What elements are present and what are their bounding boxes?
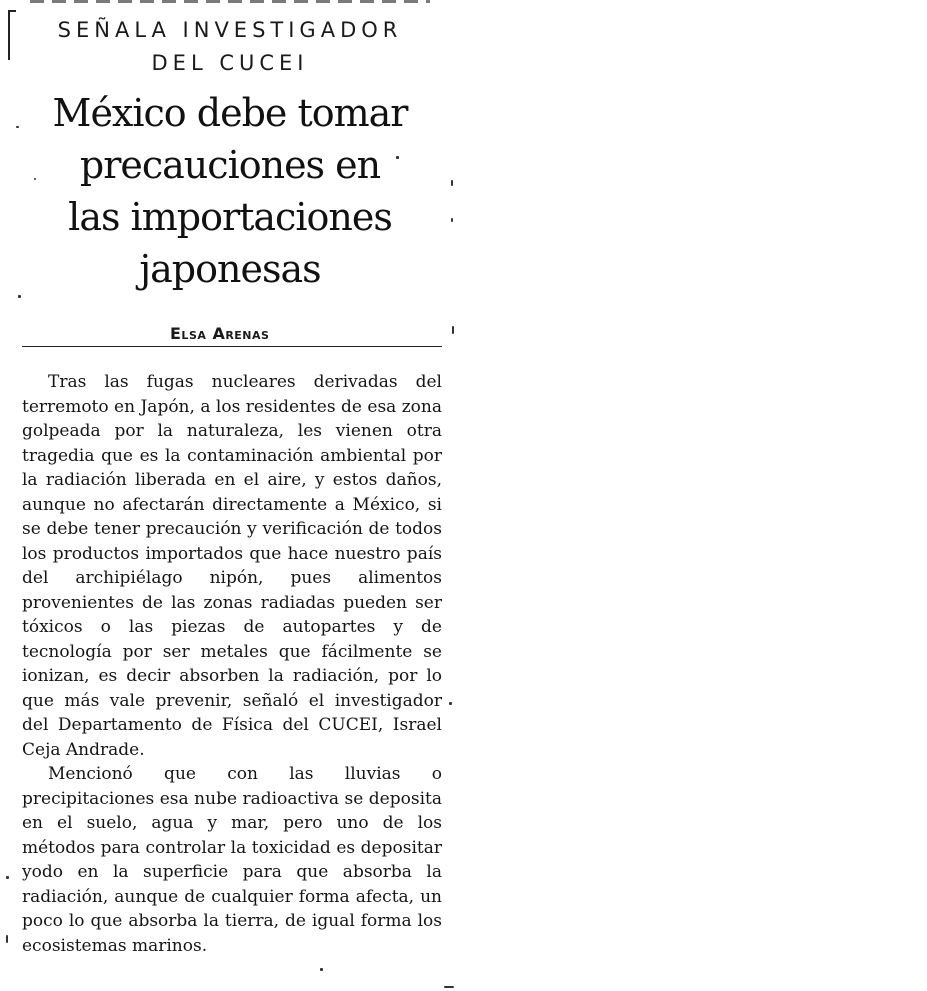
byline-rule: [22, 346, 442, 347]
body-paragraph-2: Mencionó que con las lluvias o precipitaciones esa nube radioactiva se deposita en el suelo, agua y mar, pero uno de los métodos para controlar la toxicidad es depositar yodo en la superficie para que absorba la radiación, aunque de cualquier forma afecta, un poco lo que absorba la tierra, de igual forma los ecosistemas marinos.: [22, 764, 442, 956]
body-paragraph-1: Tras las fugas nucleares derivadas del terremoto en Japón, a los residentes de esa zona golpeada por la naturaleza, les vienen otra tragedia que es la contaminación ambiental por la radiación liberada en el aire, y estos daños, aunque no afectarán directamente a México, si se debe tener precaución y verificación de todos los productos importados que hace nuestro país del archipiélago nipón, pues alimentos provenientes de las zonas radiadas pueden ser tóxicos o las piezas de autopartes y de tecnología por ser metales que fácilmente se ionizan, es decir absorben la radiación, por lo que más vale prevenir, señaló el investigador del Departamento de Física del CUCEI, Israel Ceja Andrade.: [22, 372, 442, 760]
crop-corner-mark: [8, 10, 16, 60]
scan-speck: [451, 180, 453, 186]
headline-line-2: precauciones en: [79, 143, 381, 187]
headline-line-1: México debe tomar: [52, 91, 408, 135]
scan-speck: [6, 876, 9, 879]
scan-speck: [444, 986, 454, 988]
article-kicker: [20, 14, 440, 80]
scan-speck: [451, 218, 453, 222]
scan-speck: [452, 326, 454, 334]
scan-speck: [449, 702, 452, 705]
scan-speck: [320, 968, 323, 971]
scan-speck: [34, 178, 36, 180]
article-byline: Elsa Arenas: [170, 324, 270, 343]
newspaper-clipping: [0, 0, 460, 991]
headline-line-3: las importaciones: [68, 195, 392, 239]
scan-speck: [18, 295, 21, 298]
scan-speck: [6, 935, 8, 943]
article-body: [22, 370, 442, 958]
kicker-line-2: DEL CUCEI: [151, 51, 309, 75]
scan-speck: [396, 156, 399, 159]
article-headline: [10, 87, 450, 295]
headline-line-4: japonesas: [139, 247, 321, 291]
top-border-rule: [30, 0, 430, 3]
scan-speck: [16, 126, 19, 128]
kicker-line-1: SEÑALA INVESTIGADOR: [57, 18, 403, 42]
